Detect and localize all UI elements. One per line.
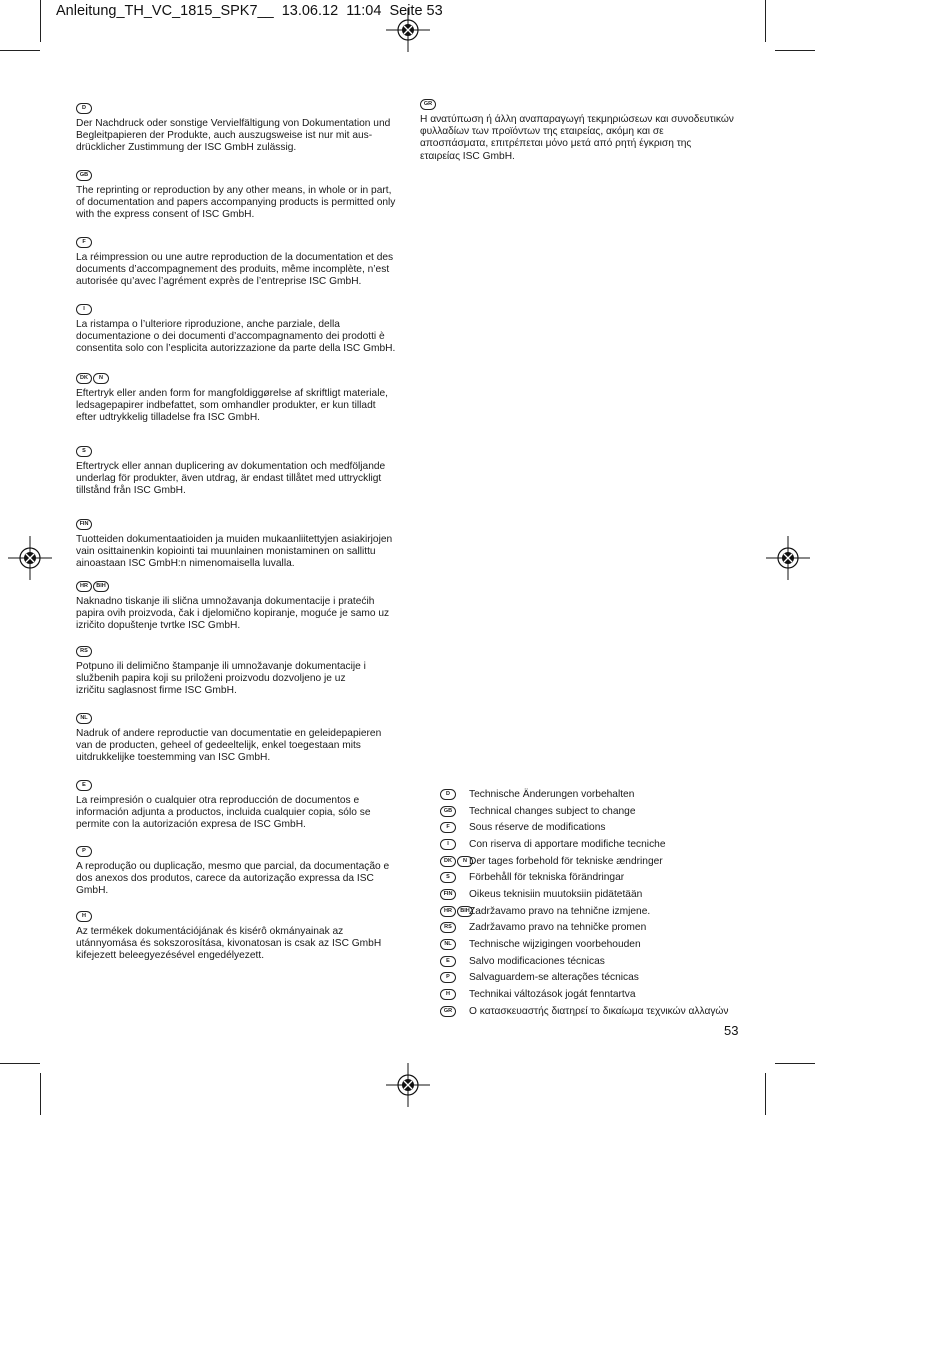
copyright-text: Nadruk of andere reproductie van documentatie en geleidepapieren van de producten, geheel of gedeeltelijk, enkel toegestaan mits uitdrukkelijke toestemming van ISC GmbH. (76, 728, 382, 764)
copyright-block-rs (76, 645, 406, 698)
language-badges (420, 98, 750, 110)
copyright-block-hr-bih (76, 580, 406, 633)
copyright-block-hu (76, 910, 406, 963)
language-badges (76, 645, 406, 657)
list-item (440, 986, 760, 1003)
country-code-badge: P (440, 972, 456, 983)
country-code-badge: FIN (440, 889, 456, 900)
page-number: 53 (724, 1023, 739, 1038)
registration-crosshair-icon (766, 536, 810, 580)
crop-mark-top-right-vertical (765, 0, 766, 42)
notice-text: Oikeus teknisiin muutoksiin pidätetään (469, 888, 643, 900)
copyright-text: La reimpresión o cualquier otra reproducción de documentos e información adjunta a productos, incluida cualquier copia, sólo se permite con la autorización expresa de ISC GmbH. (76, 795, 371, 831)
country-code-badge: NL (440, 939, 456, 950)
registration-crosshair-icon (386, 8, 430, 52)
list-item (440, 853, 760, 870)
notice-text: Ο κατασκευαστής διατηρεί το δικαίωμα τεχνικών αλλαγών (469, 1005, 729, 1017)
copyright-block-it (76, 303, 406, 356)
country-code-badge: H (440, 989, 456, 1000)
copyright-block-gb (76, 169, 406, 222)
country-code-badge: RS (440, 922, 456, 933)
notice-text: Zadržavamo pravo na tehnične izmjene. (469, 905, 651, 917)
country-code-badge: FIN (76, 519, 92, 530)
copyright-text: Az termékek dokumentációjának és kisérô okmányainak az utánnyomása és sokszorosítása, kivonatosan is csak az ISC GmbH kifejezett beleegyezésével engedélyezett. (76, 926, 382, 962)
list-item (440, 886, 760, 903)
list-item (440, 953, 760, 970)
country-code-badge: N (93, 373, 109, 384)
country-code-badge: HR (76, 581, 92, 592)
crop-mark-bottom-right-horizontal (775, 1063, 815, 1064)
copyright-block-es (76, 779, 406, 832)
country-code-badge: H (76, 911, 92, 922)
country-code-badge: HR (440, 906, 456, 917)
country-code-badge: F (76, 237, 92, 248)
copyright-text: Η ανατύπωση ή άλλη αναπαραγωγή τεκμηριώσεων και συνοδευτικών φυλλαδίων των προϊόντων της εταιρείας, ακόμη και σε αποσπάσματα, επιτρέπεται μόνο μετά από ρητή έγκριση της εταιρείας ISC GmbH. (420, 114, 734, 162)
list-item (440, 836, 760, 853)
language-badges (76, 845, 406, 857)
language-badges (76, 518, 406, 530)
notice-text: Technische Änderungen vorbehalten (469, 788, 635, 800)
copyright-block-dk-n (76, 372, 406, 425)
language-badges (76, 303, 406, 315)
list-item (440, 920, 760, 937)
crop-mark-top-left-vertical (40, 0, 41, 42)
list-item (440, 1003, 760, 1020)
list-item (440, 970, 760, 987)
crop-mark-bottom-left-horizontal (0, 1063, 40, 1064)
copyright-block-de (76, 102, 406, 155)
notice-text: Con riserva di apportare modifiche tecniche (469, 838, 666, 850)
country-code-badge: P (76, 846, 92, 857)
language-badges (76, 236, 406, 248)
country-code-badge: RS (76, 646, 92, 657)
notice-text: Zadržavamo pravo na tehničke promen (469, 922, 647, 934)
crop-mark-bottom-left-vertical (40, 1073, 41, 1115)
language-badges (76, 102, 406, 114)
language-badges (76, 169, 406, 181)
crop-mark-bottom-right-vertical (765, 1073, 766, 1115)
list-item (440, 936, 760, 953)
copyright-text: La réimpression ou une autre reproduction de la documentation et des documents d’accompagnement des produits, même incomplète, n’est autorisée qu’avec l’agrément exprès de l’entreprise ISC GmbH. (76, 252, 394, 288)
list-item (440, 803, 760, 820)
notice-text: Sous réserve de modifications (469, 822, 606, 834)
copyright-text: Eftertryck eller annan duplicering av dokumentation och medföljande underlag för produkter, även utdrag, är endast tillåtet med uttryckligt tillstånd från ISC GmbH. (76, 461, 386, 497)
print-slug-header: Anleitung_TH_VC_1815_SPK7__ 13.06.12 11:04 Seite 53 (56, 3, 443, 19)
notice-text: Salvo modificaciones técnicas (469, 955, 605, 967)
copyright-text: Der Nachdruck oder sonstige Vervielfältigung von Dokumentation und Begleitpapieren der Produkte, auch auszugsweise ist nur mit aus- drücklicher Zustimmung der ISC GmbH zulässig. (76, 118, 391, 154)
notice-text: Der tages forbehold för tekniske ændringer (469, 855, 663, 867)
notice-text: Technikai változások jogát fenntartva (469, 989, 636, 1001)
list-item (440, 819, 760, 836)
country-code-badge: E (76, 780, 92, 791)
copyright-block-nl (76, 712, 406, 765)
notice-text: Technische wijzigingen voorbehouden (469, 939, 641, 951)
list-item (440, 869, 760, 886)
copyright-block-se (76, 445, 406, 498)
copyright-text: A reprodução ou duplicação, mesmo que parcial, da documentação e dos anexos dos produtos, carece da autorização expressa da ISC GmbH. (76, 861, 390, 897)
copyright-text: Potpuno ili delimično štampanje ili umnožavanje dokumentacije i službenih papira koji su priloženi proizvodu dozvoljeno je uz izričitu saglasnost firme ISC GmbH. (76, 661, 366, 697)
copyright-block-fin (76, 518, 406, 571)
country-code-badge: DK (440, 856, 456, 867)
copyright-block-gr (420, 98, 750, 163)
copyright-text: Eftertryk eller anden form for mangfoldiggørelse af skriftligt materiale, ledsagepapirer indbefattet, som omhandler produkter, er kun tilladt efter udtrykkelig tilladelse fra ISC GmbH. (76, 388, 388, 424)
language-badges (76, 445, 406, 457)
list-item (440, 786, 760, 803)
country-code-badge: N (457, 856, 473, 867)
country-code-badge: E (440, 956, 456, 967)
country-code-badge: D (76, 103, 92, 114)
notice-text: Förbehåll för tekniska förändringar (469, 872, 625, 884)
country-code-badge: NL (76, 713, 92, 724)
country-code-badge: BIH (457, 906, 473, 917)
copyright-text: Naknadno tiskanje ili slična umnožavanja dokumentacije i pratećih papira ovih proizvoda, čak i djelomično kopiranje, moguće je samo uz izričito dopuštenje tvrtke ISC GmbH. (76, 596, 390, 632)
notice-text: Salvaguardem-se alterações técnicas (469, 972, 639, 984)
registration-crosshair-icon (8, 536, 52, 580)
language-badges (76, 580, 406, 592)
notice-text: Technical changes subject to change (469, 805, 636, 817)
country-code-badge: GR (420, 99, 436, 110)
country-code-badge: S (440, 872, 456, 883)
language-badges (76, 372, 406, 384)
country-code-badge: GB (76, 170, 92, 181)
crop-mark-top-left-horizontal (0, 50, 40, 51)
language-badges (76, 910, 406, 922)
country-code-badge: GR (440, 1006, 456, 1017)
copyright-text: La ristampa o l’ulteriore riproduzione, anche parziale, della documentazione o dei documenti d’accompagnamento dei prodotti è consentita solo con l’esplicita autorizzazione da parte della ISC GmbH. (76, 319, 396, 355)
copyright-text: Tuotteiden dokumentaatioiden ja muiden mukaanliitettyjen asiakirjojen vain osittainenkin kopiointi tai muunlainen monistaminen on sallittu ainoastaan ISC GmbH:n nimenomaisella luvalla. (76, 534, 393, 570)
country-code-badge: GB (440, 806, 456, 817)
copyright-block-fr (76, 236, 406, 289)
country-code-badge: DK (76, 373, 92, 384)
technical-changes-list (440, 786, 760, 1020)
registration-crosshair-icon (386, 1063, 430, 1107)
country-code-badge: D (440, 789, 456, 800)
country-code-badge: S (76, 446, 92, 457)
country-code-badge: BIH (93, 581, 109, 592)
country-code-badge: F (440, 822, 456, 833)
country-code-badge: I (76, 304, 92, 315)
country-code-badge: I (440, 839, 456, 850)
copyright-block-pt (76, 845, 406, 898)
language-badges (76, 712, 406, 724)
list-item (440, 903, 760, 920)
language-badges (76, 779, 406, 791)
copyright-text: The reprinting or reproduction by any other means, in whole or in part, of documentation and papers accompanying products is permitted only with the express consent of ISC GmbH. (76, 185, 396, 221)
crop-mark-top-right-horizontal (775, 50, 815, 51)
